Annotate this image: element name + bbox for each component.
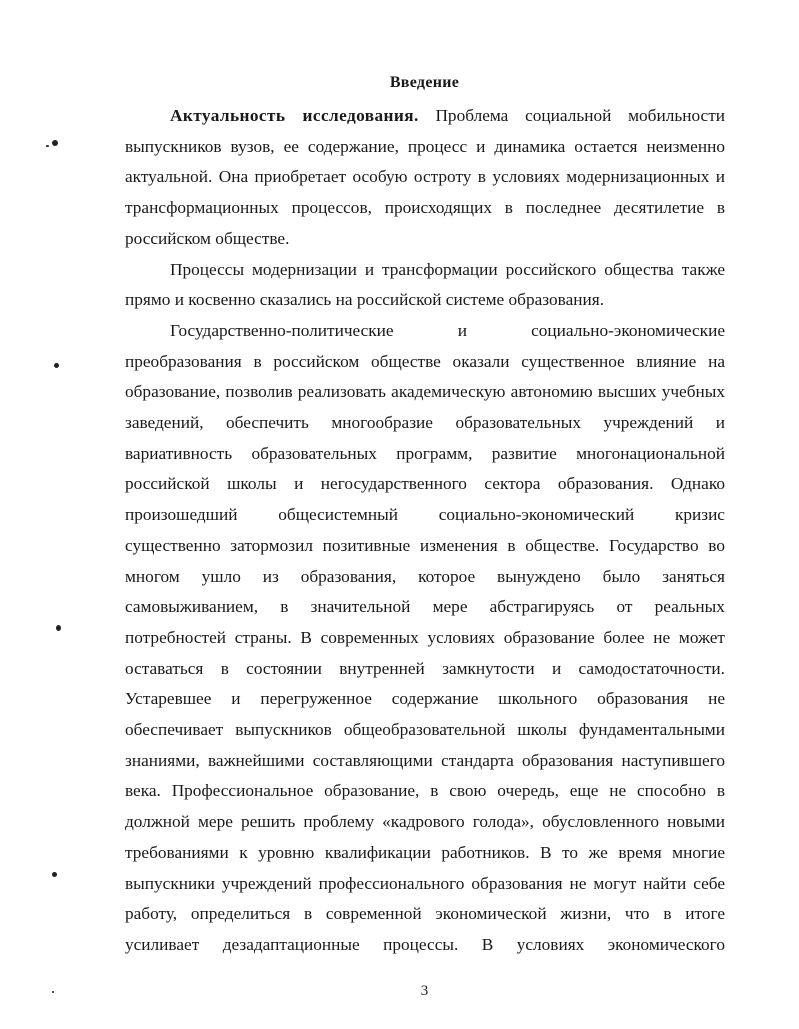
word: дезадаптационные [222,934,360,954]
word: экономического [607,934,725,954]
word: произошедший [125,505,238,525]
word: В [481,934,494,954]
word: мере [432,597,468,617]
paragraph-reforms-line-8 [125,500,725,531]
word: от [616,597,633,617]
word: общесистемный [278,505,398,525]
relevance-text: Проблема социальной мобильности выпускников вузов, ее содержание, процесс и динамика остается неизменно актуальной. Она приобретает особую остроту в условиях модернизационных и трансформационных процессов, происходящих в последнее десятилетие в российском обществе. [125,106,725,248]
word: вынуждено [497,566,581,586]
page-number: 3 [420,983,429,999]
word: которое [418,566,476,586]
word: усиливает [125,934,200,954]
scan-speck [56,625,61,631]
word: было [602,566,641,586]
word: в [280,597,289,617]
word: реальных [654,597,725,617]
paragraph-modernization: Процессы модернизации и трансформации российского общества также прямо и косвенно сказались на российской системе образования. [125,259,725,310]
word: условиях [516,934,585,954]
scan-speck [46,145,49,147]
paragraph-reforms-line-10 [125,562,725,593]
scan-speck [54,363,59,368]
word: заняться [662,566,725,586]
word: и [457,320,467,340]
paragraph-reforms-block-1: преобразования в российском обществе оказали существенное влияние на образование, позволив реализовать академическую автономию высших учебных заведений, обеспечить многообразие образовательных учреждений и вариативность образовательных программ, развитие многонациональной российской школы и негосударственного сектора образования. Однако [125,351,725,494]
word: самовыживанием, [125,597,259,617]
word: социально-экономический [438,505,635,525]
word: из [262,566,279,586]
word: образования, [300,566,397,586]
paragraph-reforms-line-1 [125,316,725,347]
word: абстрагируясь [489,597,595,617]
paragraph-reforms-block-2: потребностей страны. В современных условиях образование более не может оставаться в состоянии внутренней замкнутости и самодостаточности. Устаревшее и перегруженное содержание школьного образования не обеспечивает выпускников общеобразовательной школы фундаментальными знаниями, важнейшими составляющими стандарта образования наступившего века. Профессиональное образование, в свою очередь, еще не способно в должной мере решить проблему «кадрового голода», обусловленного новыми требованиями к уровню квалификации работников. В то же время многие выпускники учреждений профессионального образования не могут найти себе работу, определиться в современной экономической жизни, что в итоге [125,627,725,924]
paragraph-reforms-line-9: существенно затормозил позитивные изменения в обществе. Государство во [125,535,725,555]
word: Государственно-политические [170,320,394,340]
word: процессы. [383,934,459,954]
word: социально-экономические [531,320,725,340]
relevance-lead: Актуальность исследования. [170,106,419,125]
word: значительной [310,597,411,617]
paragraph-reforms-line-11 [125,592,725,623]
page-title: Введение [389,74,460,91]
paragraph-reforms-last-line [125,930,725,961]
word: ушло [201,566,241,586]
word: кризис [674,505,725,525]
body-text [125,101,725,961]
scan-speck [52,872,57,877]
word: многом [125,566,180,586]
paragraph-relevance [125,101,725,255]
scan-speck [52,140,58,146]
scan-speck [52,991,54,993]
